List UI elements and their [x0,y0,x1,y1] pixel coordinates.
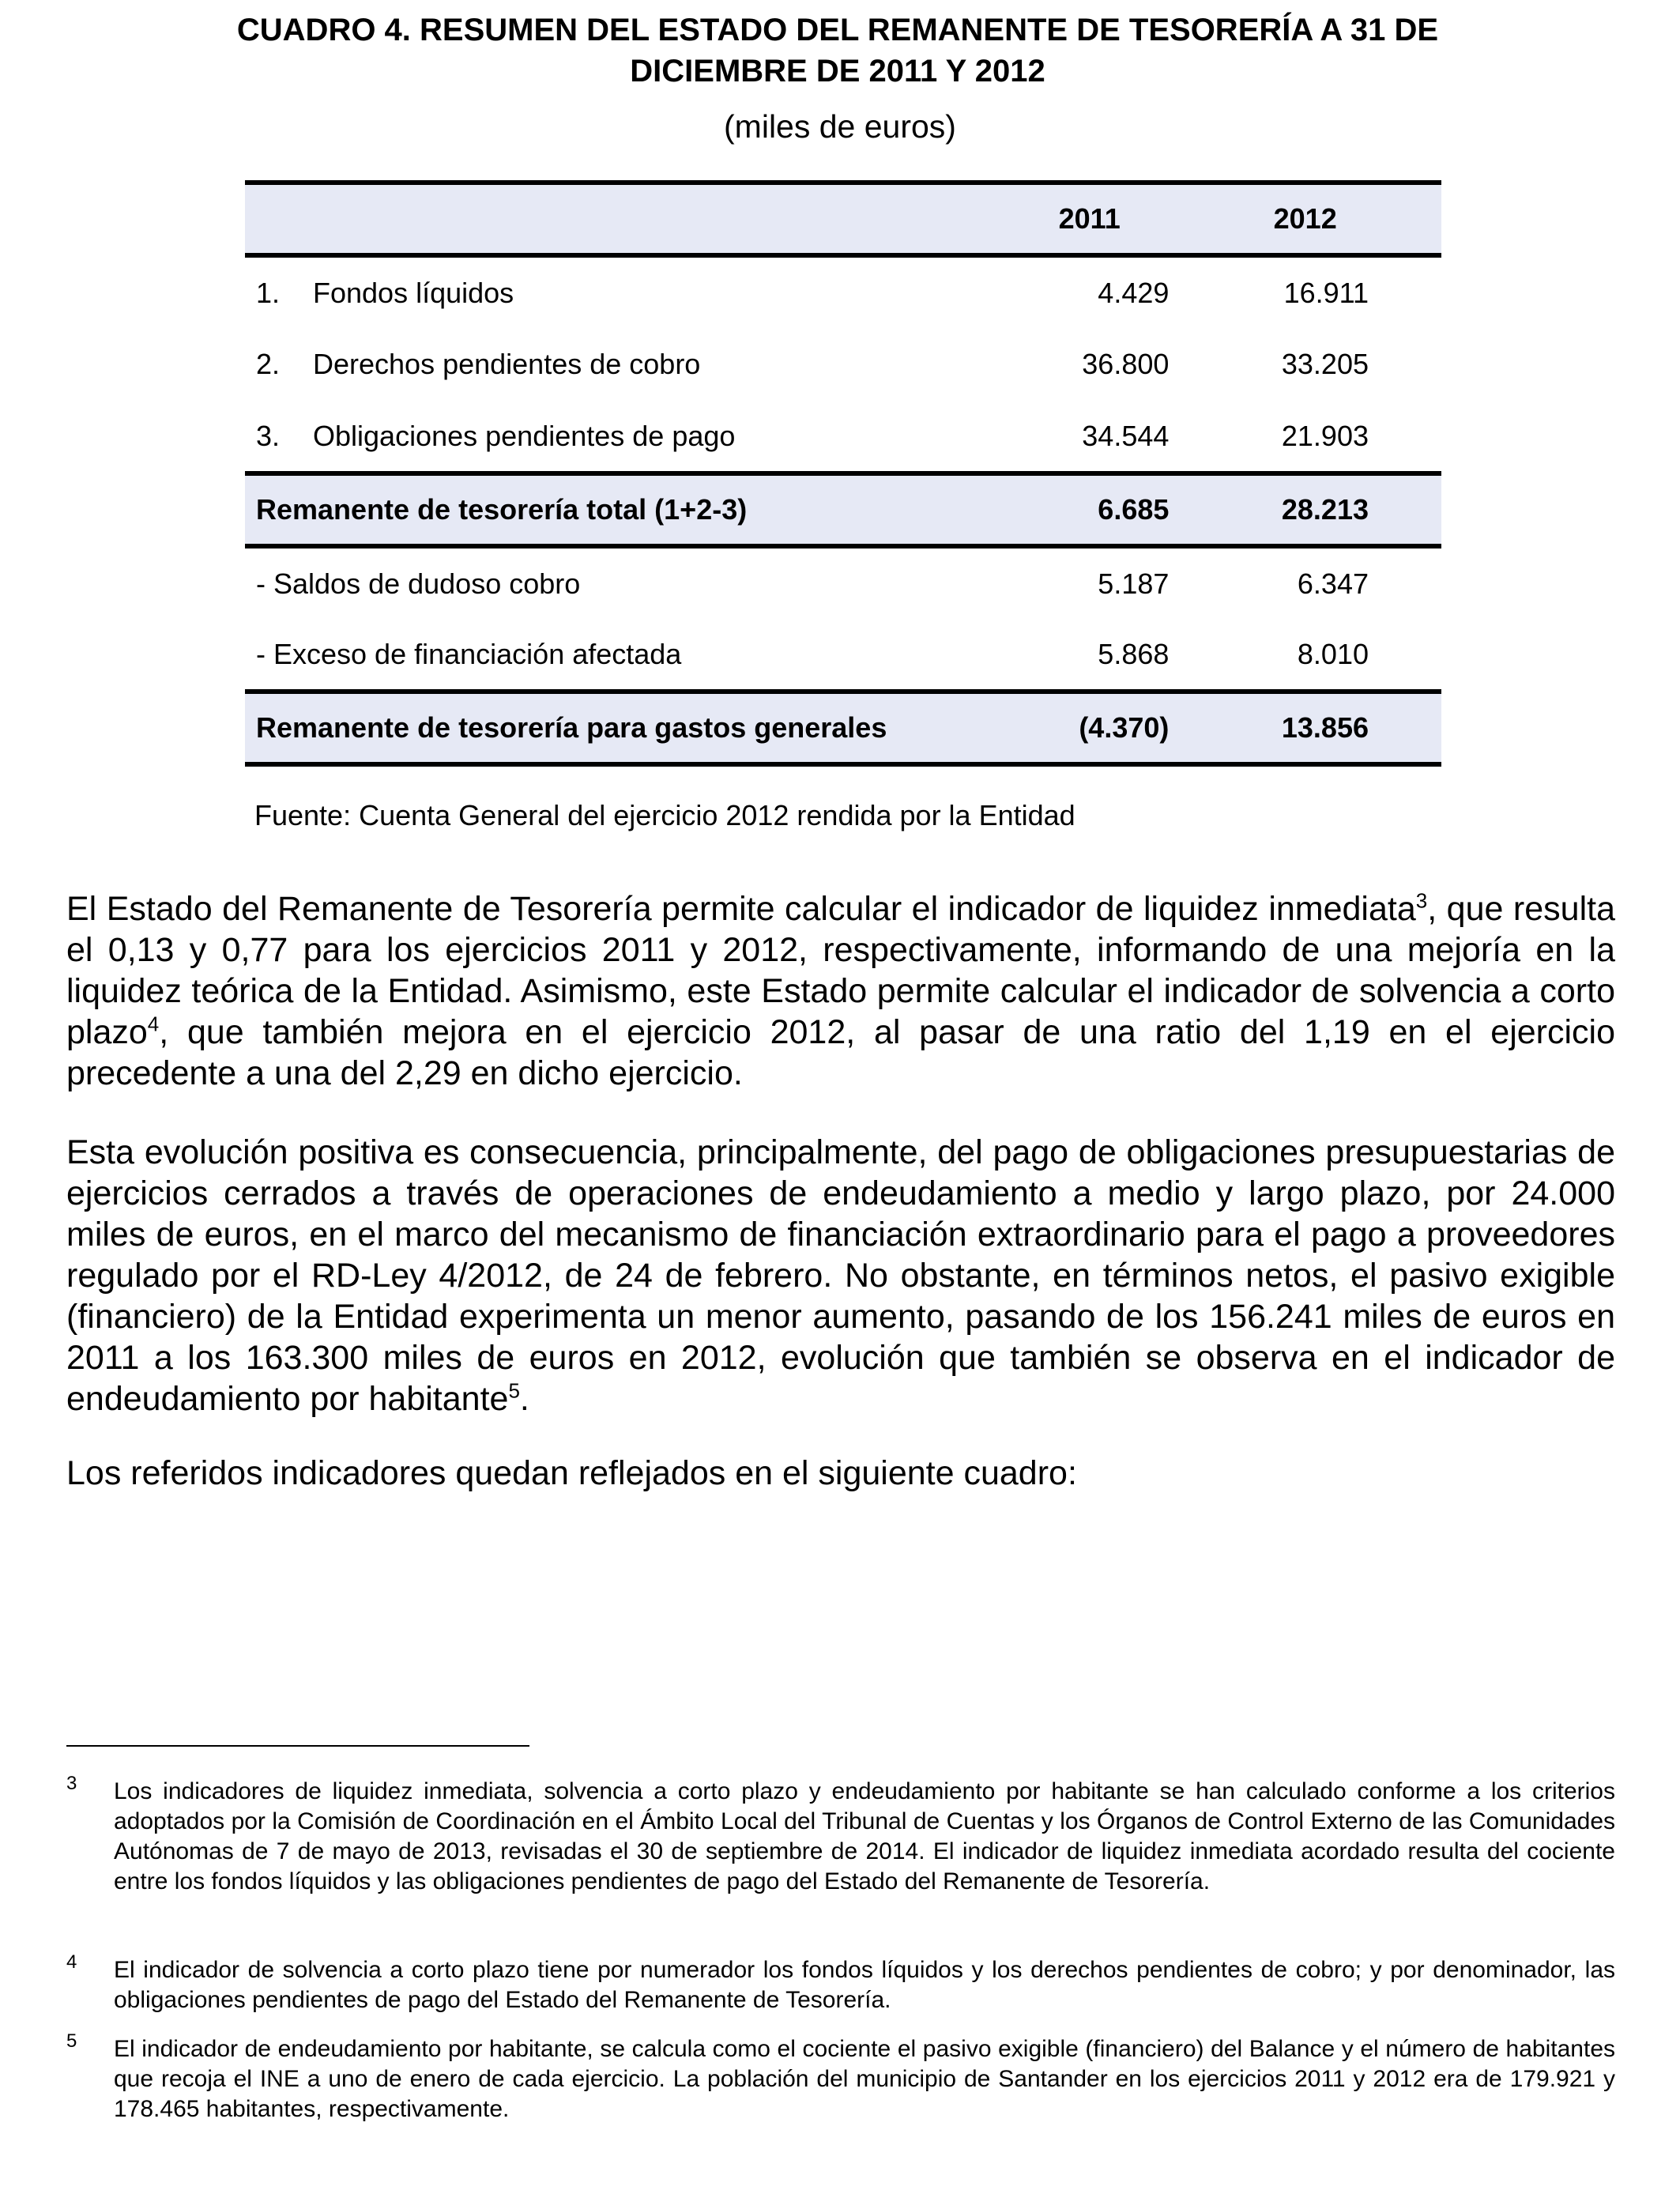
table-title-line-1: CUADRO 4. RESUMEN DEL ESTADO DEL REMANENTE DE TESORERÍA A 31 DE [236,13,1439,47]
row-value-2011: (4.370) [1079,711,1170,744]
row-value-2012: 13.856 [1281,711,1369,744]
footnote-text: Los indicadores de liquidez inmediata, solvencia a corto plazo y endeudamiento por habitante se han calculado conforme a los criterios adoptados por la Comisión de Coordinación en el Ámbito Local del Tribunal de Cuentas y los Órganos de Control Externo de las Comunidades Autónomas de 7 de mayo de 2013, revisadas el 30 de septiembre de 2014. El indicador de liquidez inmediata acordado resulta del cociente entre los fondos líquidos y las obligaciones pendientes de pago del Estado del Remanente de Tesorería. [114,1778,1615,1894]
footnote-ref-5[interactable]: 5 [508,1378,520,1403]
header-2011: 2011 [1058,202,1121,235]
row-value-2011: 6.685 [1098,493,1170,526]
footnote-3 [66,1773,1615,1897]
footnote-4 [66,1951,1615,2015]
table-units: (miles de euros) [724,108,956,145]
row-value-2011: 34.544 [1082,419,1170,452]
footnote-separator [66,1745,529,1747]
header-label-cell [245,183,978,255]
row-label: - Exceso de financiación afectada [256,637,682,670]
header-2012: 2012 [1273,202,1337,235]
row-value-2012: 6.347 [1297,567,1369,600]
row-value-2011: 5.187 [1098,567,1170,600]
table-row [245,328,1441,401]
row-value-2011: 5.868 [1098,637,1170,670]
row-label: Obligaciones pendientes de pago [313,419,736,452]
row-label: Derechos pendientes de cobro [313,348,701,380]
table-source: Fuente: Cuenta General del ejercicio 2012 rendida por la Entidad [254,799,1075,831]
footnote-mark: 5 [66,2030,77,2052]
row-label: - Saldos de dudoso cobro [256,567,581,600]
total-row-gastos-generales [245,692,1441,764]
footnote-text: El indicador de solvencia a corto plazo tiene por numerador los fondos líquidos y los derechos pendientes de cobro; y por denominador, las obligaciones pendientes de pago del Estado del Remanente de Tesorería. [114,1957,1615,2013]
row-value-2011: 36.800 [1082,348,1170,380]
paragraph-text: . [519,1380,529,1418]
row-number: 3. [256,419,281,452]
row-label: Remanente de tesorería para gastos generales [256,711,887,744]
table-row [245,546,1441,619]
table-title-line-2: DICIEMBRE DE 2011 Y 2012 [630,54,1045,89]
row-value-2012: 16.911 [1283,276,1369,309]
paragraph-1 [66,888,1615,1094]
footnote-ref-3[interactable]: 3 [1415,888,1428,913]
paragraph-text: El Estado del Remanente de Tesorería permite calcular el indicador de liquidez inmediata [66,890,1416,928]
footnote-ref-4[interactable]: 4 [147,1012,160,1036]
paragraph-text: Esta evolución positiva es consecuencia, principalmente, del pago de obligaciones presupuestarias de ejercicios cerrados a través de operaciones de endeudamiento a medio y largo plazo, por 24.000 miles de euros, en el marco del mecanismo de financiación extraordinario para el pago a proveedores regulado por el RD-Ley 4/2012, de 24 de febrero. No obstante, en términos netos, el pasivo exigible (financiero) de la Entidad experimenta un menor aumento, pasando de los 156.241 miles de euros en 2011 a los 163.300 miles de euros en 2012, evolución que también se observa en el indicador de endeudamiento por habitante [66,1133,1615,1418]
row-value-2012: 21.903 [1281,419,1369,452]
row-number: 1. [256,276,281,309]
table-row [245,401,1441,473]
row-value-2012: 33.205 [1281,348,1369,380]
paragraph-3: Los referidos indicadores quedan reflejados en el siguiente cuadro: [66,1454,1077,1492]
table-title [111,9,1565,92]
row-value-2011: 4.429 [1098,276,1170,309]
footnote-5 [66,2030,1615,2124]
row-label: Remanente de tesorería total (1+2-3) [256,493,748,526]
total-row-remanente-total [245,473,1441,546]
paragraph-text: , que también mejora en el ejercicio 2012, al pasar de una ratio del 1,19 en el ejercicio precedente a una del 2,29 en dicho ejercicio. [66,1013,1615,1092]
row-label: Fondos líquidos [313,276,514,309]
paragraph-text: , que resulta el 0,13 y 0,77 para los ejercicios 2011 y 2012, respectivamente, informando de una mejoría en la liquidez teórica de la Entidad. Asimismo, este Estado permite calcular el indicador de solvencia a corto plazo [66,890,1615,1051]
footnote-mark: 4 [66,1951,77,1973]
footnote-mark: 3 [66,1773,77,1794]
table-row [245,255,1441,328]
row-value-2012: 28.213 [1281,493,1369,526]
row-number: 2. [256,348,281,380]
treasury-remnant-table [245,180,1441,767]
footnote-text: El indicador de endeudamiento por habitante, se calcula como el cociente el pasivo exigible (financiero) del Balance y el número de habitantes que recoja el INE a uno de enero de cada ejercicio. La población del municipio de Santander en los ejercicios 2011 y 2012 era de 179.921 y 178.465 habitantes, respectivamente. [114,2036,1615,2122]
row-value-2012: 8.010 [1297,637,1369,670]
paragraph-2 [66,1132,1615,1419]
table-row [245,619,1441,692]
table-header-row [245,183,1441,255]
